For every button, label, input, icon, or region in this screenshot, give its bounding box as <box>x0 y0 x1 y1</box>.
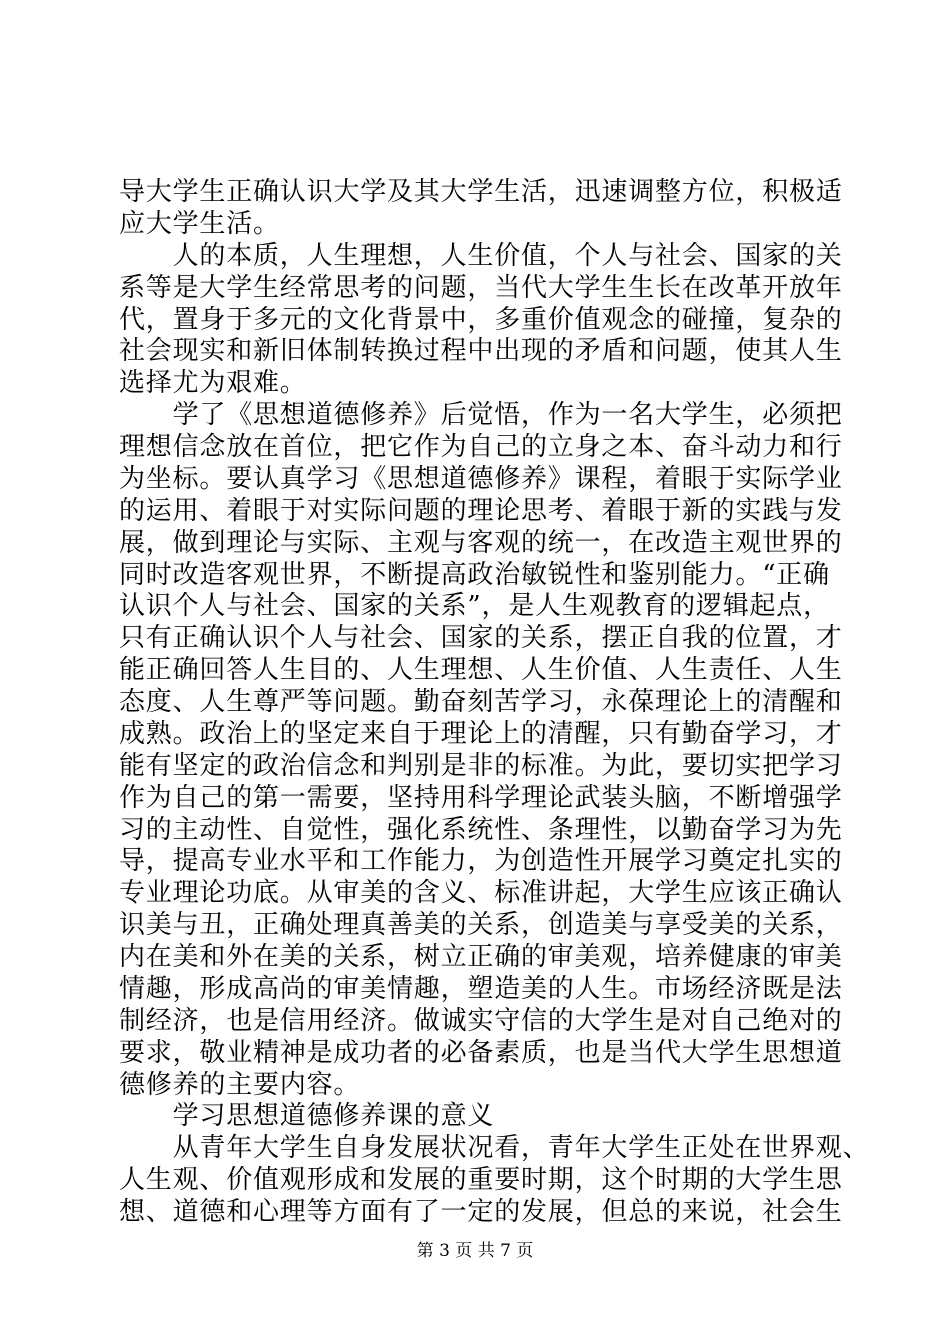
text-line: 同时改造客观世界，不断提高政治敏锐性和鉴别能力。“正确 <box>119 559 830 590</box>
text-line: 选择尤为艰难。 <box>119 368 307 399</box>
text-line: 作为自己的第一需要，坚持用科学理论武装头脑，不断增强学 <box>119 782 843 813</box>
text-line: 社会现实和新旧体制转换过程中出现的矛盾和问题，使其人生 <box>119 336 843 367</box>
text-line: 代，置身于多元的文化背景中，多重价值观念的碰撞，复杂的 <box>119 304 843 335</box>
text-line: 认识个人与社会、国家的关系”，是人生观教育的逻辑起点， <box>119 591 830 622</box>
text-line: 识美与丑，正确处理真善美的关系，创造美与享受美的关系， <box>119 910 843 941</box>
text-line: 情趣，形成高尚的审美情趣，塑造美的人生。市场经济既是法 <box>119 973 843 1004</box>
text-line: 理想信念放在首位，把它作为自己的立身之本、奋斗动力和行 <box>119 432 843 462</box>
text-line: 的运用、着眼于对实际问题的理论思考、着眼于新的实践与发 <box>119 495 843 526</box>
page-number-footer: 第 3 页 共 7 页 <box>416 1241 534 1261</box>
text-line: 只有正确认识个人与社会、国家的关系，摆正自我的位置，才 <box>119 623 843 654</box>
text-line: 导大学生正确认识大学及其大学生活，迅速调整方位，积极适 <box>119 177 843 207</box>
text-line: 能有坚定的政治信念和判别是非的标准。为此，要切实把学习 <box>119 750 843 781</box>
text-line: 人生观、价值观形成和发展的重要时期，这个时期的大学生思 <box>119 1165 843 1196</box>
text-line: 人的本质，人生理想，人生价值，个人与社会、国家的关 <box>119 240 843 271</box>
text-line: 导，提高专业水平和工作能力，为创造性开展学习奠定扎实的 <box>119 846 843 877</box>
text-line: 应大学生活。 <box>119 208 280 239</box>
text-line: 成熟。政治上的坚定来自于理论上的清醒，只有勤奋学习，才 <box>119 718 843 749</box>
text-line: 内在美和外在美的关系，树立正确的审美观，培养健康的审美 <box>119 942 843 972</box>
text-line: 制经济，也是信用经济。做诚实守信的大学生是对自己绝对的 <box>119 1005 843 1036</box>
text-line: 态度、人生尊严等问题。勤奋刻苦学习，永葆理论上的清醒和 <box>119 687 843 717</box>
text-line: 能正确回答人生目的、人生理想、人生价值、人生责任、人生 <box>119 655 843 686</box>
text-line: 为坐标。要认真学习《思想道德修养》课程，着眼于实际学业 <box>119 463 843 494</box>
text-line: 专业理论功底。从审美的含义、标准讲起，大学生应该正确认 <box>119 878 843 909</box>
text-line: 德修养的主要内容。 <box>119 1069 361 1100</box>
text-line: 系等是大学生经常思考的问题，当代大学生生长在改革开放年 <box>119 272 843 303</box>
text-line: 习的主动性、自觉性，强化系统性、条理性，以勤奋学习为先 <box>119 814 843 845</box>
text-line: 学了《思想道德修养》后觉悟，作为一名大学生，必须把 <box>119 400 843 431</box>
text-line: 要求，敬业精神是成功者的必备素质，也是当代大学生思想道 <box>119 1037 843 1068</box>
text-line: 从青年大学生自身发展状况看，青年大学生正处在世界观、 <box>119 1133 870 1164</box>
text-line: 展，做到理论与实际、主观与客观的统一，在改造主观世界的 <box>119 527 843 558</box>
text-line: 想、道德和心理等方面有了一定的发展，但总的来说，社会生 <box>119 1197 843 1227</box>
section-heading: 学习思想道德修养课的意义 <box>119 1101 495 1132</box>
